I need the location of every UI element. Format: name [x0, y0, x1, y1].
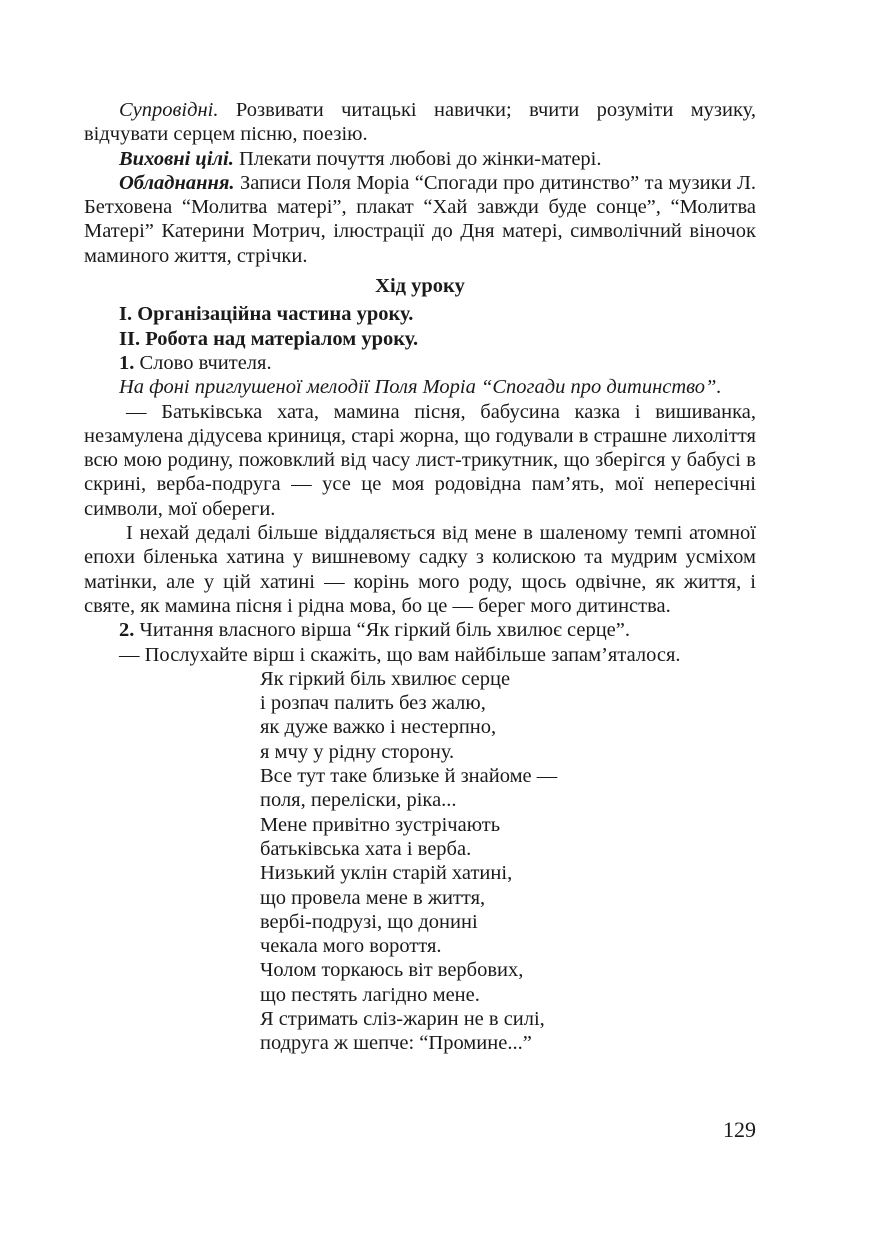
- step-1-text: Слово вчителя.: [134, 351, 272, 374]
- teacher-paragraph-1: — Батьківська хата, мамина пісня, бабусина казка і вишиванка, незамулена дідусева криниця, старі жорна, що годували в страшне лихоліття всю мою родину, пожовклий від часу лист-трикутник, що зберігся у бабусі в скрині, верба-подруга — усе це моя родовідна пам’ять, мої непересічні символи, мої обереги.: [84, 400, 756, 520]
- equipment-label: Обладнання.: [119, 171, 235, 194]
- lesson-part-2: ІІ. Робота над матеріалом уроку.: [119, 327, 419, 350]
- support-goals-paragraph: [84, 98, 756, 147]
- poem-line: і розпач палить без жалю,: [260, 692, 486, 715]
- support-goals-text: Розвивати читацькі навички; вчити розуміти музику, відчувати серцем пісню, поезію.: [84, 99, 756, 146]
- lesson-part-1: І. Організаційна частина уроку.: [119, 303, 414, 326]
- educational-goals-label: Виховні цілі.: [119, 147, 234, 170]
- poem-line: Все тут таке близьке й знайоме —: [260, 765, 558, 788]
- poem-line: чекала мого вороття.: [260, 935, 442, 958]
- educational-goals-text: Плекати почуття любові до жінки-матері.: [233, 147, 602, 170]
- equipment-text: Записи Поля Моріа “Спогади про дитинство” та музики Л. Бетховена “Молитва матері”, плакат “Хай завжди буде сонце”, “Молитва Матері” Катерини Мотрич, ілюстрації до Дня матері, символічний віночок маминого життя, стрічки.: [84, 171, 756, 267]
- lesson-heading: Хід уроку: [375, 275, 465, 298]
- teacher-paragraph-2: І нехай дедалі більше віддаляється від мене в шаленому темпі атомної епохи біленька хатина у вишневому садку з колискою та мудрим усміхом матінки, але у цій хатині — корінь мого роду, щось одвічне, як життя, і святе, як мамина пісня і рідна мова, бо це — берег мого дитинства.: [84, 522, 756, 617]
- poem-line: Мене привітно зустрічають: [260, 813, 501, 836]
- music-note: На фоні приглушеної мелодії Поля Моріа “Спогади про дитинство”.: [119, 376, 722, 399]
- poem-line: батьківська хата і верба.: [260, 837, 472, 860]
- poem-line: як дуже важко і нестерпно,: [260, 716, 497, 739]
- poem-prompt: — Послухайте вірш і скажіть, що вам найбільше запам’яталося.: [119, 643, 681, 666]
- step-2-text: Читання власного вірша “Як гіркий біль хвилює серце”.: [134, 619, 630, 642]
- step-2: [84, 618, 756, 642]
- poem-line: що провела мене в життя,: [260, 886, 486, 909]
- step-1: [84, 351, 756, 375]
- poem-line: Чолом торкаюсь віт вербових,: [260, 959, 524, 982]
- page-number: 129: [723, 1117, 756, 1142]
- educational-goals-paragraph: [84, 147, 756, 171]
- page-text: [84, 98, 756, 1056]
- poem-line: поля, переліски, ріка...: [260, 789, 457, 812]
- poem-line: Низький уклін старій хатині,: [260, 862, 513, 885]
- poem-line: подруга ж шепче: “Промине...”: [260, 1032, 532, 1055]
- equipment-paragraph: [84, 171, 756, 268]
- step-1-number: 1.: [119, 351, 135, 374]
- step-2-number: 2.: [119, 619, 135, 642]
- poem: [260, 667, 756, 1056]
- poem-line: що пестять лагідно мене.: [260, 983, 480, 1006]
- support-goals-label: Супровідні.: [119, 99, 219, 121]
- poem-line: Як гіркий біль хвилює серце: [260, 667, 511, 690]
- poem-line: я мчу у рідну сторону.: [260, 740, 455, 763]
- poem-line: вербі-подрузі, що донині: [260, 910, 478, 933]
- poem-line: Я стримать сліз-жарин не в силі,: [260, 1007, 545, 1030]
